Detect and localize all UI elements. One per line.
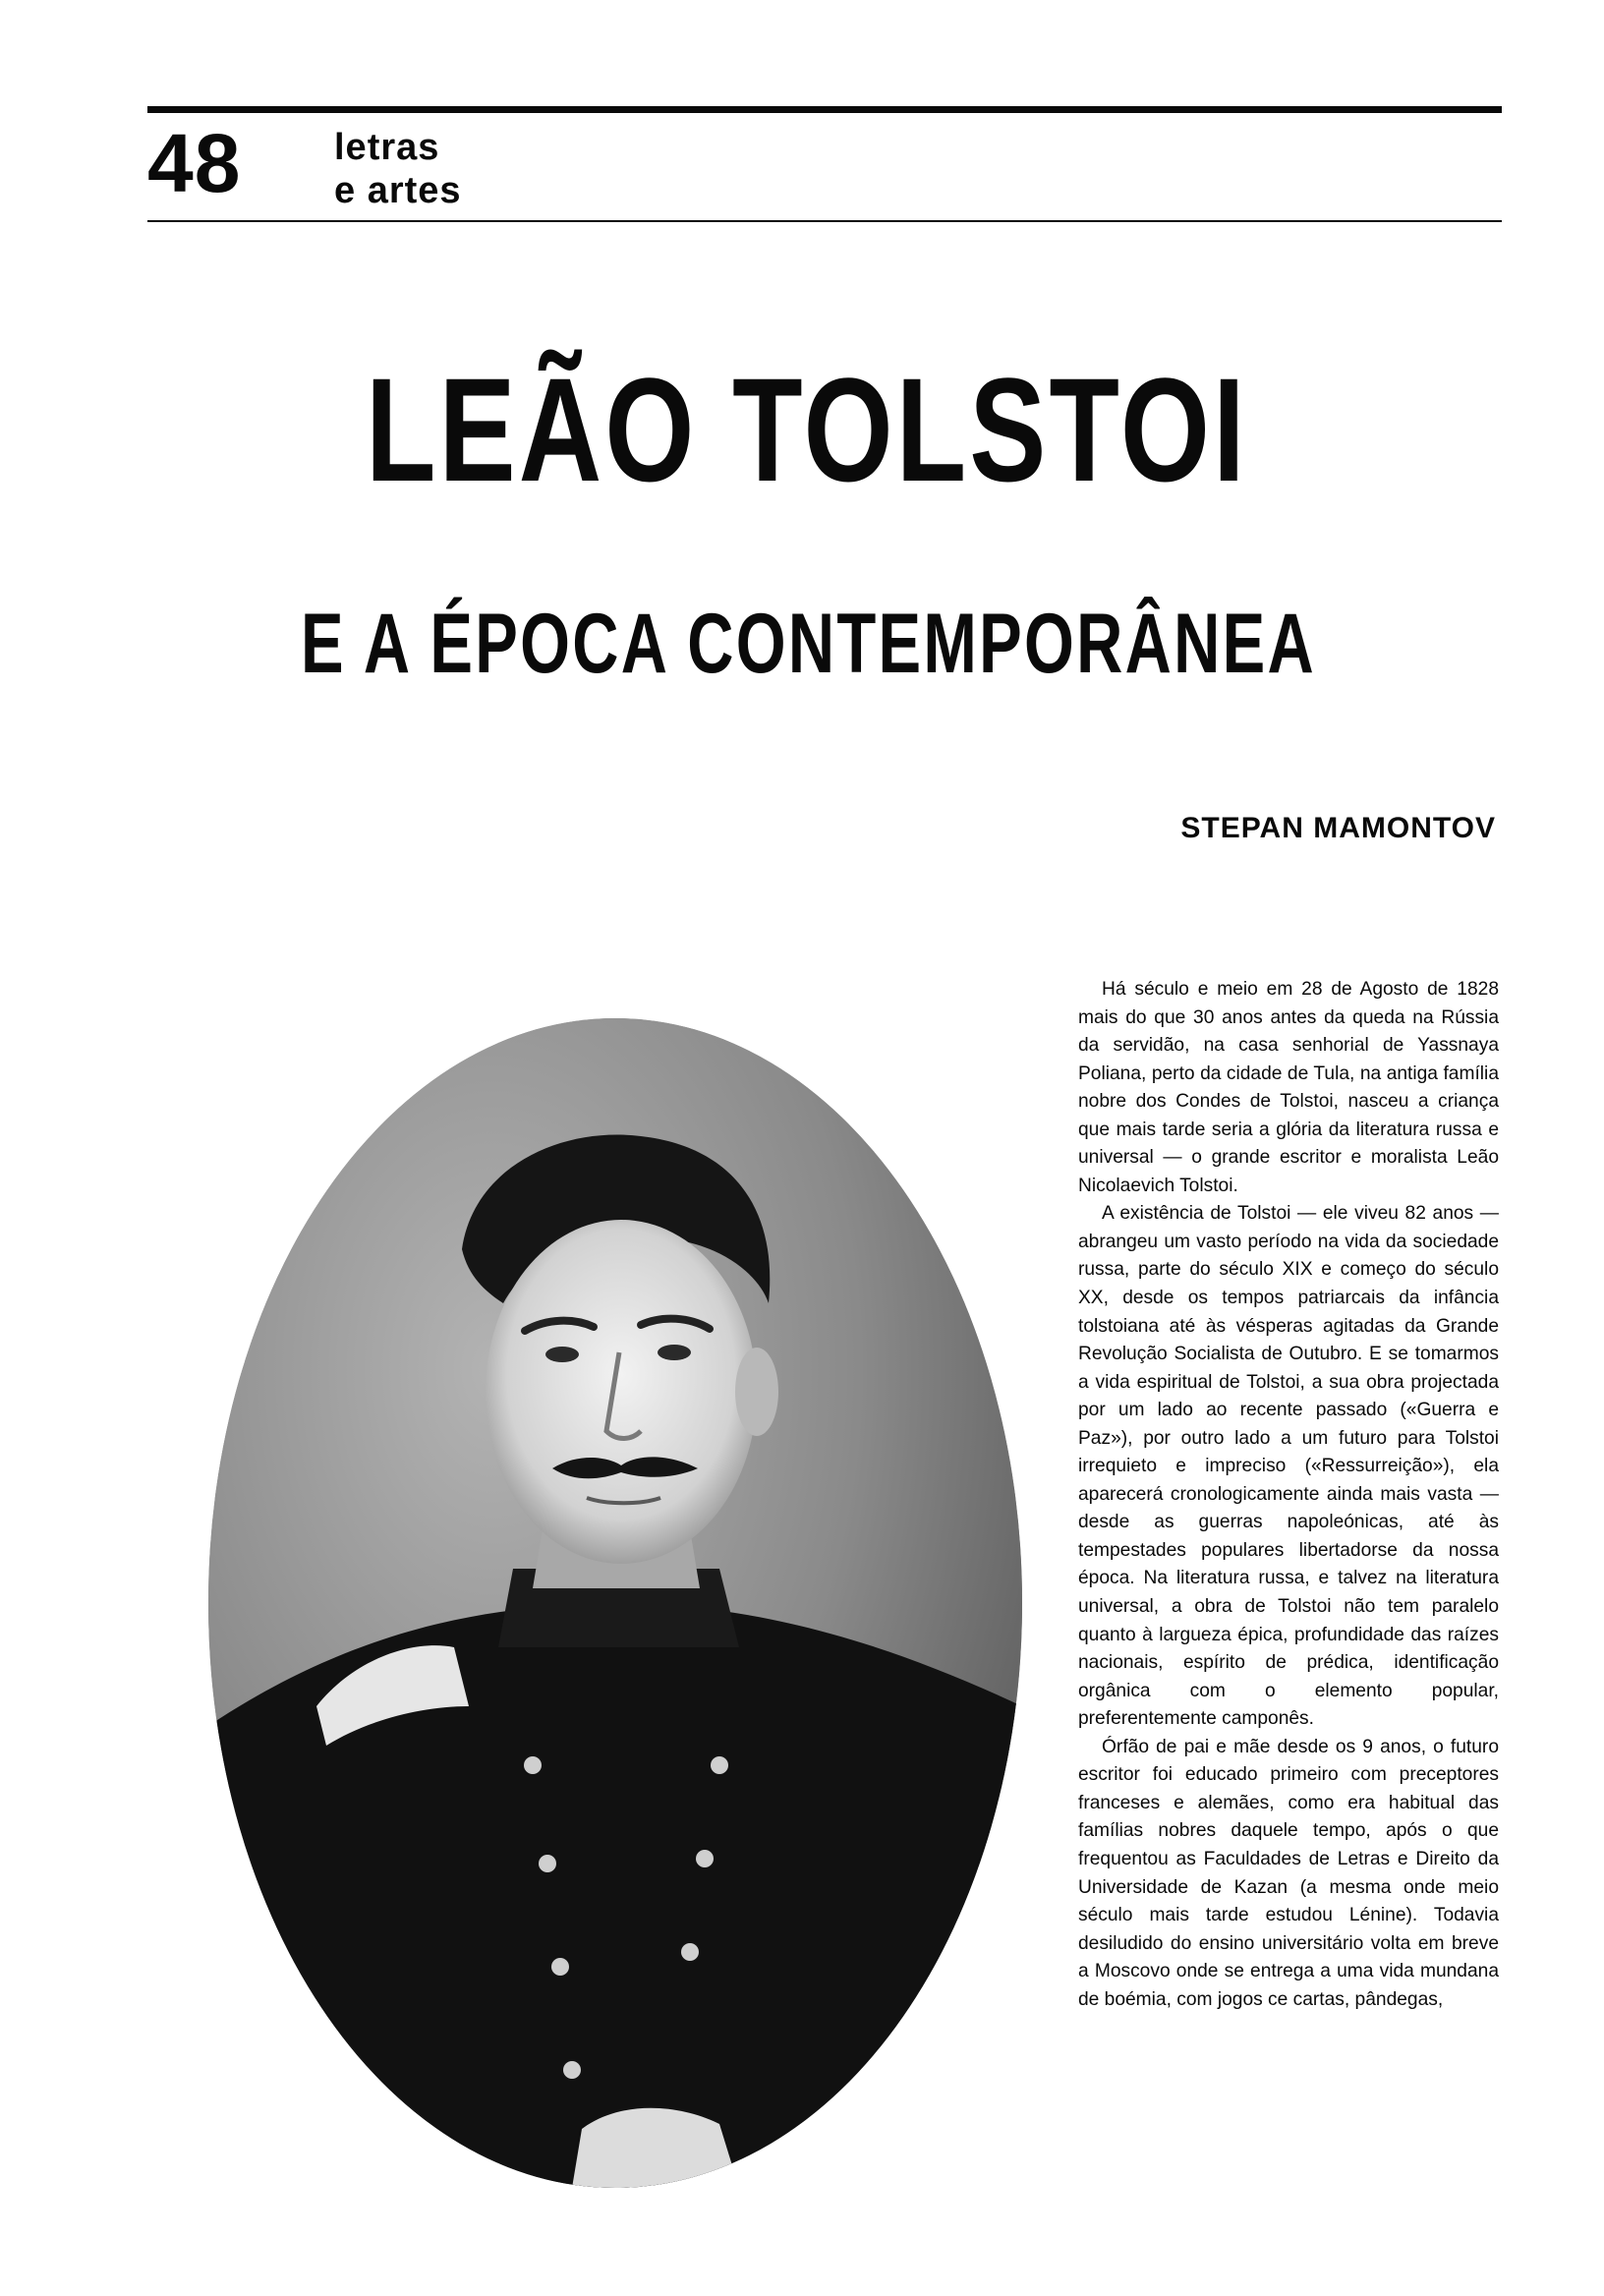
article-subtitle: E A ÉPOCA CONTEMPORÂNEA: [301, 597, 1316, 691]
article-paragraph: Órfão de pai e mãe desde os 9 anos, o futuro escritor foi educado primeiro com preceptores franceses e alemães, como era habitual das famílias nobres daquele tempo, após o que frequentou as Faculdades de Letras e Direito da Universidade de Kazan (a mesma onde meio século mais tarde estudou Lénine). Todavia desiludido do ensino universitário volta em breve a Moscovo onde se entrega a uma vida mundana de boémia, com jogos ce cartas, pândegas,: [1078, 1736, 1499, 2010]
header-bottom-rule: [147, 220, 1502, 222]
article-title: LEÃO TOLSTOI: [365, 347, 1248, 512]
section-name-line1: letras: [334, 127, 440, 168]
page-number: 48: [147, 117, 242, 209]
section-name: [334, 126, 462, 212]
article-paragraph: A existência de Tolstoi — ele viveu 82 anos — abrangeu um vasto período na vida da sociedade russa, parte do século XIX e começo do século XX, desde os tempos patriarcais da infância tolstoiana até às vésperas agitadas da Grande Revolução Socialista de Outubro. E se tomarmos a vida espiritual de Tolstoi, a sua obra projectada por um lado ao recente passado («Guerra e Paz»), por outro lado a um futuro para Tolstoi irrequieto e impreciso («Ressurreição»), ela aparecerá cronologicamente ainda mais vasta — desde as guerras napoleónicas, até às tempestades populares libertadorse da nossa época. Na literatura russa, e talvez na literatura universal, a obra de Tolstoi não tem paralelo quanto à largueza épica, profundidade das raízes nacionais, espírito de prédica, identificação orgânica com o elemento popular, preferentemente camponês.: [1078, 1203, 1499, 1730]
article-body: [1078, 976, 1499, 2014]
author-portrait-photo: [208, 1018, 1022, 2188]
article-paragraph: Há século e meio em 28 de Agosto de 1828 mais do que 30 anos antes da queda na Rússia da servidão, na casa senhorial de Yassnaya Poliana, perto da cidade de Tula, na antiga família nobre dos Condes de Tolstoi, nasceu a criança que mais tarde seria a glória da literatura russa e universal — o grande escritor e moralista Leão Nicolaevich Tolstoi.: [1078, 979, 1499, 1196]
section-name-line2: e artes: [334, 170, 462, 211]
header-top-rule: [147, 106, 1502, 113]
article-author: STEPAN MAMONTOV: [1180, 812, 1496, 844]
